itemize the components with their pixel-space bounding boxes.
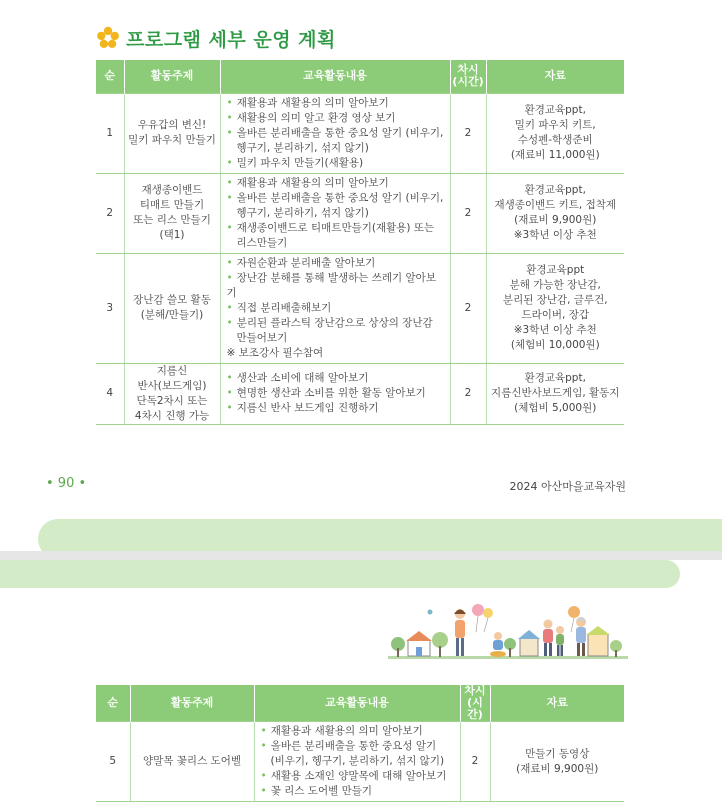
bullet-icon: • [226, 111, 233, 124]
activity-content [254, 722, 460, 802]
row-number: 2 [96, 173, 124, 253]
table-row [96, 722, 624, 802]
materials: 환경교육ppt 분해 가능한 장난감, 분리된 장난감, 글루건, 드라이버, 장갑 ※3학년 이상 추천 (체험비 10,000원) [486, 253, 624, 363]
bullet-icon: • [226, 156, 233, 169]
content-line: ※ 보조강사 필수참여 [226, 346, 324, 359]
materials: 환경교육ppt, 지름신반사보드게임, 활동지 (체험비 5,000원) [486, 363, 624, 424]
row-number: 5 [96, 722, 130, 802]
bullet-icon: • [226, 256, 233, 269]
content-line: • 밀키 파우치 만들기(새활용) [226, 156, 364, 169]
bullet-icon: • [226, 176, 233, 189]
col-header-materials: 자료 [486, 60, 624, 93]
program-plan-table-continued [96, 685, 624, 802]
activity-content [220, 253, 450, 363]
activity-topic: 양말목 꽃리스 도어벨 [130, 722, 254, 802]
col-header-materials: 자료 [490, 685, 624, 722]
bullet-icon: • [226, 126, 233, 139]
session-count: 2 [460, 722, 490, 802]
content-line: • 직접 분리배출해보기 [226, 301, 332, 314]
table-row [96, 93, 624, 173]
col-header-sessions: 차시 (시간) [450, 60, 486, 93]
session-count: 2 [450, 363, 486, 424]
content-line: • 새활용의 의미 알고 환경 영상 보기 [226, 111, 396, 124]
activity-content [220, 363, 450, 424]
content-line: • 생산과 소비에 대해 알아보기 [226, 372, 369, 384]
program-plan-table [96, 60, 624, 425]
footer-publication: 2024 아산마을교육자원 [509, 480, 626, 493]
content-line: • 현명한 생산과 소비를 위한 활동 알아보기 [226, 387, 426, 399]
page-title: 프로그램 세부 운영 계획 [126, 28, 336, 51]
materials: 환경교육ppt, 밀키 파우치 키트, 수성펜-학생준비 (재료비 11,000원) [486, 93, 624, 173]
bullet-icon: • [226, 96, 233, 109]
bullet-icon: • [226, 191, 233, 204]
bullet-icon: • [226, 271, 233, 284]
content-line: • 꽃 리스 도어벨 만들기 [260, 785, 373, 797]
content-line: • 재활용과 새활용의 의미 알아보기 [260, 725, 423, 737]
content-line: • 올바른 분리배출을 통한 중요성 알기 (비우기, [226, 191, 444, 204]
session-count: 2 [450, 253, 486, 363]
content-line: (비우기, 헹구기, 분리하기, 섞지 않기) [270, 755, 445, 767]
materials: 만들기 동영상 (재료비 9,900원) [490, 722, 624, 802]
activity-topic: 재생종이밴드 티매트 만들기 또는 리스 만들기 (택1) [124, 173, 220, 253]
activity-content [220, 93, 450, 173]
activity-content [220, 173, 450, 253]
bullet-icon: • [226, 387, 233, 399]
content-line: • 새활용 소재인 양말목에 대해 알아보기 [260, 770, 447, 782]
page-number: • 90 • [46, 476, 87, 491]
content-line: • 올바른 분리배출을 통한 중요성 알기 (비우기, [226, 126, 444, 139]
bullet-icon: • [260, 740, 267, 752]
content-line: • 올바른 분리배출을 통한 중요성 알기 [260, 740, 437, 752]
bullet-icon: • [226, 301, 233, 314]
table-body [96, 722, 624, 802]
table-header-row [96, 685, 624, 722]
section-title [96, 24, 336, 52]
table-header-row [96, 60, 624, 93]
bullet-icon: • [260, 785, 267, 797]
activity-topic: 지름신 반사(보드게임) 단독2차시 또는 4차시 진행 가능 [124, 363, 220, 424]
content-line: 헹구기, 분리하기, 섞지 않기) [236, 141, 369, 154]
content-line: • 장난감 분해를 통해 발생하는 쓰레기 알아보기 [226, 271, 436, 299]
bullet-icon: • [226, 316, 233, 329]
bullet-icon: • [260, 725, 267, 737]
decorative-band [38, 519, 722, 551]
col-header-no: 순 [96, 685, 130, 722]
bullet-icon: • [260, 770, 267, 782]
content-line: • 재활용과 새활용의 의미 알아보기 [226, 96, 389, 109]
page-91 [0, 560, 722, 811]
table-body [96, 93, 624, 424]
bullet-icon: • [226, 221, 233, 234]
row-number: 4 [96, 363, 124, 424]
content-line: • 자원순환과 분리배출 알아보기 [226, 256, 376, 269]
content-line: • 재생종이밴드로 티매트만들기(재활용) 또는 [226, 221, 435, 234]
activity-topic: 우유갑의 변신! 밀키 파우치 만들기 [124, 93, 220, 173]
table-row [96, 173, 624, 253]
table-row [96, 253, 624, 363]
session-count: 2 [450, 93, 486, 173]
content-line: • 분리된 플라스틱 장난감으로 상상의 장난감 [226, 316, 433, 329]
session-count: 2 [450, 173, 486, 253]
decorative-band [0, 560, 680, 588]
col-header-sessions: 차시 (시간) [460, 685, 490, 722]
col-header-topic: 활동주제 [124, 60, 220, 93]
col-header-content: 교육활동내용 [220, 60, 450, 93]
bullet-icon: • [226, 372, 233, 384]
content-line: 리스만들기 [236, 236, 288, 249]
flower-icon [96, 26, 120, 50]
col-header-topic: 활동주제 [130, 685, 254, 722]
row-number: 3 [96, 253, 124, 363]
content-line: 헹구기, 분리하기, 섞지 않기) [236, 206, 369, 219]
row-number: 1 [96, 93, 124, 173]
col-header-content: 교육활동내용 [254, 685, 460, 722]
village-people-illustration [388, 600, 628, 662]
bullet-icon: • [226, 402, 233, 414]
materials: 환경교육ppt, 재생종이밴드 키트, 접착제 (재료비 9,900원) ※3학년 이상 추천 [486, 173, 624, 253]
content-line: • 재활용과 새활용의 의미 알아보기 [226, 176, 389, 189]
table-row [96, 363, 624, 424]
activity-topic: 장난감 쓸모 활동 (분해/만들기) [124, 253, 220, 363]
content-line: • 지름신 반사 보드게임 진행하기 [226, 402, 379, 414]
content-line: 만들어보기 [236, 331, 288, 344]
col-header-no: 순 [96, 60, 124, 93]
